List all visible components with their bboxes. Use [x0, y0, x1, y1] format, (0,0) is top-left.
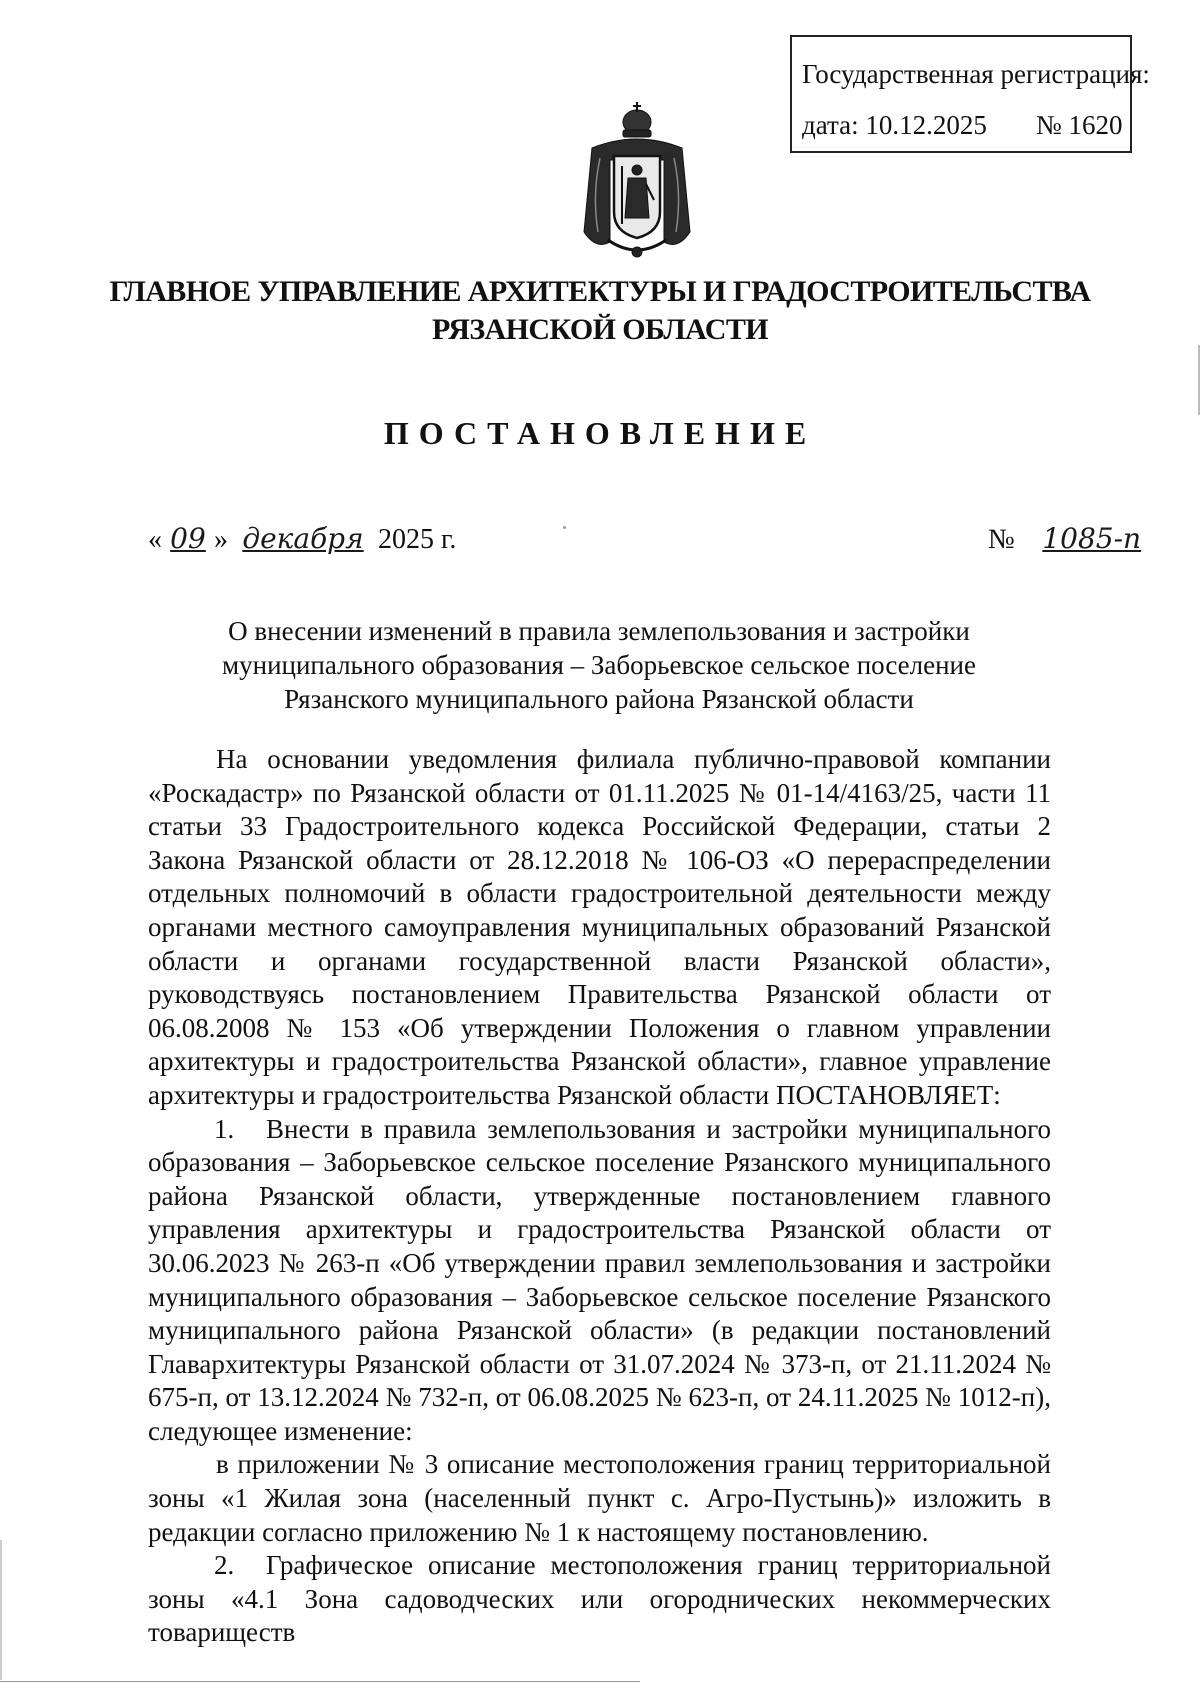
item-2-text: Графическое описание местоположения границ территориальной зоны «4.1 Зона садоводческих или огороднических некоммерческих товариществ: [148, 1550, 1051, 1648]
date-open-quote: «: [148, 524, 162, 555]
item-1-text: Внести в правила землепользования и застройки муниципального образования – Заборьевское сельское поселение Рязанского муниципального района Рязанской области, утвержденные постановлением главного управления архитектуры и градостроительства Рязанской области от 30.06.2023 № 263-п «Об утверждении правил землепользования и застройки муниципального образования – Заборьевское сельское поселение Рязанского муниципального района Рязанской области» (в редакции постановлений Главархитектуры Рязанской области от 31.07.2024 № 373-п, от 21.11.2024 № 675-п, от 13.12.2024 № 732-п, от 06.08.2025 № 623-п, от 24.11.2025 № 1012-п), следующее изменение:: [148, 1113, 1051, 1446]
registration-stamp: [790, 35, 1150, 153]
handwritten-month: декабря: [242, 522, 364, 555]
document-type-title: ПОСТАНОВЛЕНИЕ: [383, 415, 817, 451]
date-year: 2025 г.: [378, 524, 457, 555]
document-body: [148, 743, 1051, 1650]
agency-name-line-1: ГЛАВНОЕ УПРАВЛЕНИЕ АРХИТЕКТУРЫ И ГРАДОСТРОИТЕЛЬСТВА: [109, 275, 1091, 308]
document-subject: [150, 614, 1048, 716]
handwritten-number: 1085-п: [1042, 522, 1142, 555]
item-1-number: 1.: [214, 1113, 235, 1144]
item-1-paragraph: [148, 1113, 1051, 1449]
document-date: [148, 522, 456, 556]
subject-line-1: О внесении изменений в правила землепользования и застройки: [228, 616, 970, 646]
subject-line-2: муниципального образования – Заборьевское сельское поселение: [222, 650, 976, 680]
item-2-paragraph: [148, 1549, 1051, 1650]
handwritten-day: 09: [170, 522, 206, 555]
item-2-number: 2.: [214, 1550, 235, 1581]
date-close-quote: »: [214, 524, 228, 555]
scan-edge-bottom: [0, 1681, 640, 1682]
registration-title: Государственная регистрация:: [802, 59, 1150, 89]
scan-speck: [563, 526, 566, 529]
registration-number: № 1620: [1036, 110, 1123, 140]
item-1-subparagraph: в приложении № 3 описание местоположения границ территориальной зоны «1 Жилая зона (населенный пункт с. Агро-Пустынь)» изложить в редакции согласно приложению № 1 к настоящему постановлению.: [148, 1449, 1051, 1547]
subject-line-3: Рязанского муниципального района Рязанской области: [284, 684, 914, 714]
scan-edge-left: [0, 1540, 2, 1680]
preamble-paragraph: На основании уведомления филиала публично-правовой компании «Роскадастр» по Рязанской области от 01.11.2025 № 01-14/4163/25, части 11 статьи 33 Градостроительного кодекса Российской Федерации, статьи 2 Закона Рязанской области от 28.12.2018 № 106-ОЗ «О перераспределении отдельных полномочий в области градостроительной деятельности между органами местного самоуправления муниципальных образований Рязанской области и органами государственной власти Рязанской области», руководствуясь постановлением Правительства Рязанской области от 06.08.2008 № 153 «Об утверждении Положения о главном управлении архитектуры и градостроительства Рязанской области», главное управление архитектуры и градостроительства Рязанской области ПОСТАНОВЛЯЕТ:: [148, 744, 1051, 1110]
ryazan-coat-of-arms-icon: [578, 100, 696, 265]
number-label: №: [988, 524, 1015, 555]
registration-date: дата: 10.12.2025: [802, 110, 987, 140]
agency-name-line-2: РЯЗАНСКОЙ ОБЛАСТИ: [432, 313, 768, 346]
document-number: [988, 522, 1162, 556]
